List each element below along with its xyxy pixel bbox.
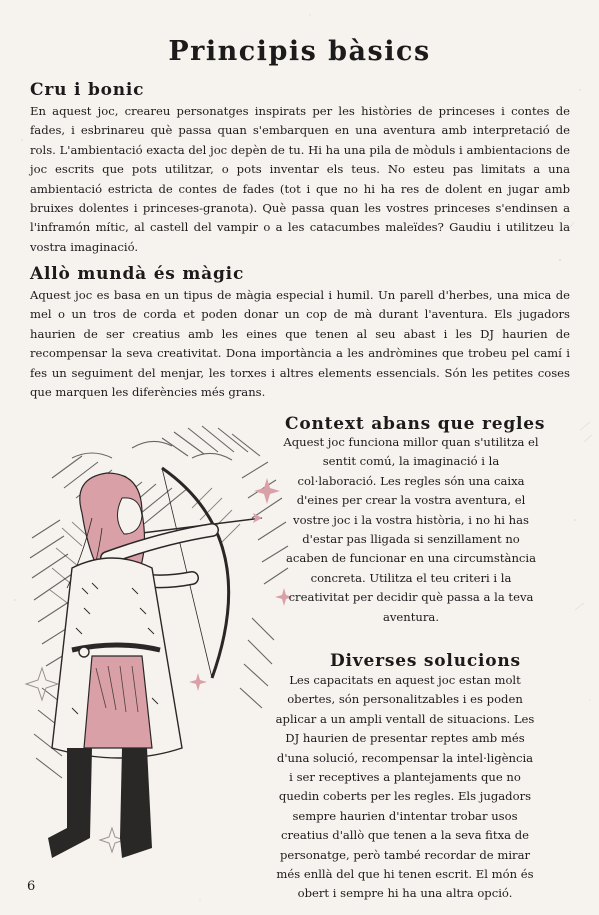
apron [84, 656, 152, 748]
section-heading-cru-i-bonic: Cru i bonic [30, 80, 145, 100]
section-body-diverses-solucions: Les capacitats en aquest joc estan molt obertes, són personalitzables i es poden aplicar a un ampli ventall de situacions. Les DJ haurien de presentar reptes amb més d'una solució, recompensar la intel·ligència i ser receptives a plantejaments que no quedin coberts per les regles. Els jugadors sempre haurien d'intentar trobar usos creatius d'allò que tenen a la seva fitxa de personatge, però també recordar de mirar més enllà del que hi tenen escrit. El món és obert i sempre hi ha una altra opció. [275, 673, 535, 901]
right-boot [120, 748, 152, 858]
left-boot [48, 748, 92, 858]
page-title: Principis bàsics [168, 36, 431, 67]
section-heading-diverses-solucions: Diverses solucions [330, 651, 521, 671]
section-heading-allo-munda-es-magic: Allò mundà és màgic [30, 264, 245, 284]
section-body-context-abans-que-regles: Aquest joc funciona millor quan s'utilitza el sentit comú, la imaginació i la col·laboració. Les regles són una caixa d'eines per crear la vostra aventura, el vostre joc i la vostra història, i no hi has d'estar pas lligada si senzillament no acaben de funcionar en una circumstància concreta. Utilitza el teu criteri i la creativitat per decidir què passa a la teva aventura. [283, 435, 539, 624]
page-number: 6 [27, 879, 36, 894]
section-body-cru-i-bonic: En aquest joc, creareu personatges inspirats per les històries de princeses i contes de fades, i esbrinareu què passa quan s'embarquen en una aventura amb interpretació de rols. L'ambientació exacta del joc depèn de tu. Hi ha una pila de mòduls i ambientacions de joc escrits que pots utilitzar, o pots inventar els teus. No esteu pas limitats a una ambientació estricta de contes de fades (tot i que no hi ha res de dolent en jugar amb bruixes dolentes i princeses-granota). Què passa quan les vostres princeses s'endinsen a l'infram͏ón mític, al castell del vampir o a les catacumbes maleïdes? Gaudiu i utilitzeu la vostra imaginació. [30, 104, 570, 254]
section-body-allo-munda-es-magic: Aquest joc es basa en un tipus de màgia especial i humil. Un parell d'herbes, una mica de mel o un tros de corda et poden donar un cop de mà durant l'aventura. Els jugadors haurien de ser creatius amb les eines que tenen al seu abast i les DJ haurien de recompensar la seva creativitat. Dona importància a les andròmines que trobeu pel camí i fes un seguiment del menjar, les torxes i altres elements essencials. Són les petites coses que marquen les diferències més grans. [30, 288, 570, 400]
section-heading-context-abans-que-regles: Context abans que regles [285, 414, 546, 434]
